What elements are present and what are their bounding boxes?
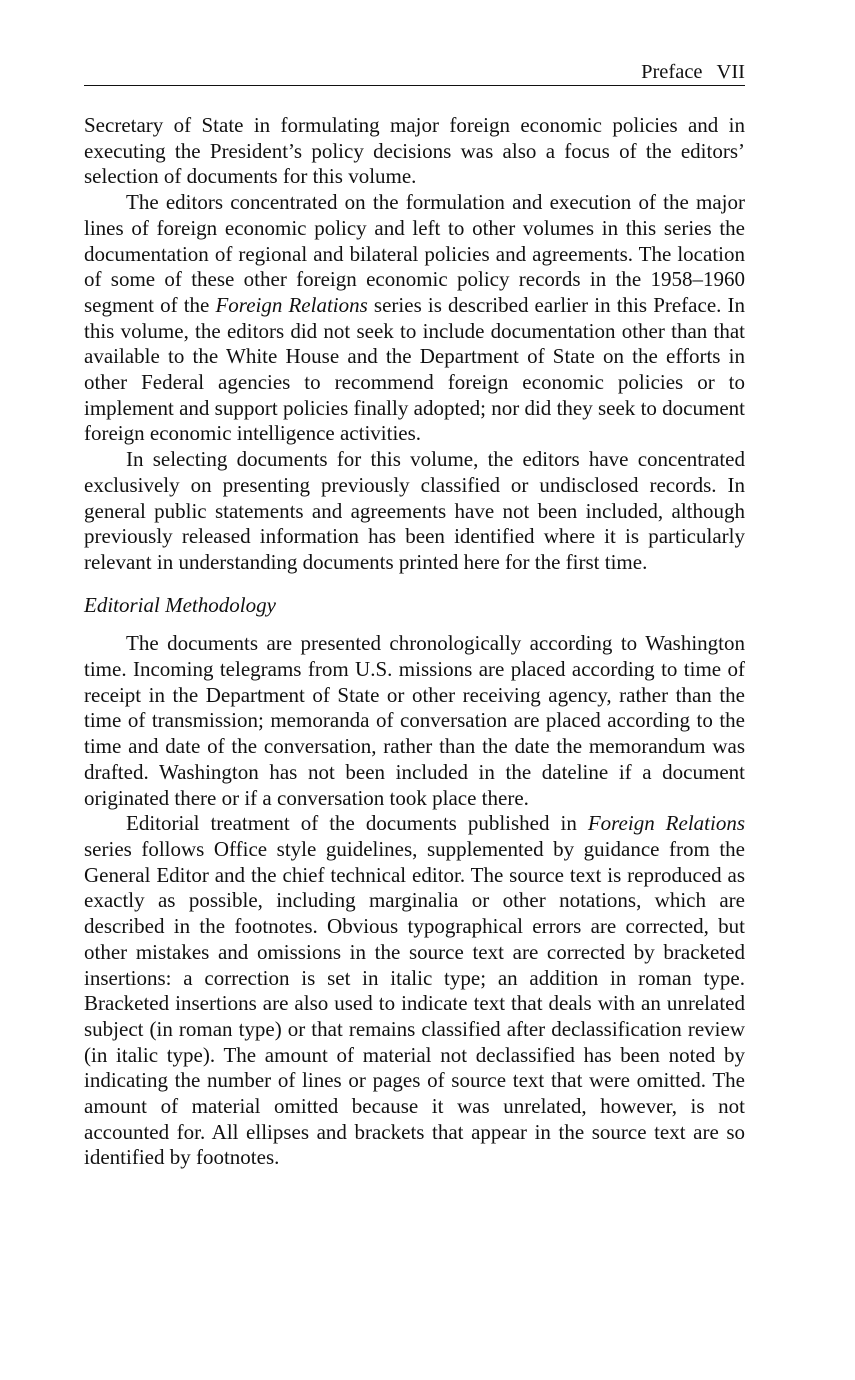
body-text [84, 113, 745, 1171]
italic-series-title: Foreign Relations [587, 811, 745, 836]
paragraph-chronology: The documents are presented chronologically according to Washington time. Incoming telegrams from U.S. missions are placed according to time of receipt in the Department of State or other receiving agency, rather than the time of transmission; memoranda of conversation are placed according to the time and date of the conversation, rather than the date the memorandum was drafted. Washington has not been included in the dateline if a document originated there or if a conversation took place there. [84, 631, 745, 810]
italic-series-title: Foreign Relations [215, 292, 368, 317]
paragraph-scope: The editors concentrated on the formulation and execution of the major lines of foreign economic policy and left to other volumes in this series the documentation of regional and bilateral policies and agreements. The location of some of these other foreign economic policy records in the 1958–1960 segment of the Foreign Relations series is described earlier in this Preface. In this volume, the editors did not seek to include documentation other than that available to the White House and the Department of State on the efforts in other Federal agencies to recommend foreign economic policies or to implement and support policies finally adopted; nor did they seek to document foreign economic intelligence activities. [84, 190, 745, 446]
paragraph-selection: In selecting documents for this volume, the editors have concentrated exclusively on presenting previously classified or undisclosed records. In general public statements and agreements have not been included, although previously released information has been identified where it is particularly relevant in understanding documents printed here for the first time. [84, 447, 745, 574]
paragraph-continuation: Secretary of State in formulating major foreign economic policies and in executing the President’s policy decisions was also a focus of the editors’ selection of documents for this volume. [84, 113, 745, 189]
header-title: Preface [641, 61, 703, 83]
paragraph-editorial-treatment: Editorial treatment of the documents published in Foreign Relations series follows Office style guidelines, supplemented by guidance from the General Editor and the chief technical editor. The source text is reproduced as exactly as possible, including marginalia or other notations, which are described in the footnotes. Obvious typographical errors are corrected, but other mistakes and omissions in the source text are corrected by bracketed insertions: a correction is set in italic type; an addition in roman type. Bracketed insertions are also used to indicate text that deals with an unrelated subject (in roman type) or that remains classified after declassification review (in italic type). The amount of material not declassified has been noted by indicating the number of lines or pages of source text that were omitted. The amount of material omitted because it was unrelated, however, is not accounted for. All ellipses and brackets that appear in the source text are so identified by footnotes. [84, 811, 745, 1170]
page-header [84, 59, 745, 86]
page-number: VII [716, 61, 745, 83]
section-heading: Editorial Methodology [84, 592, 276, 617]
